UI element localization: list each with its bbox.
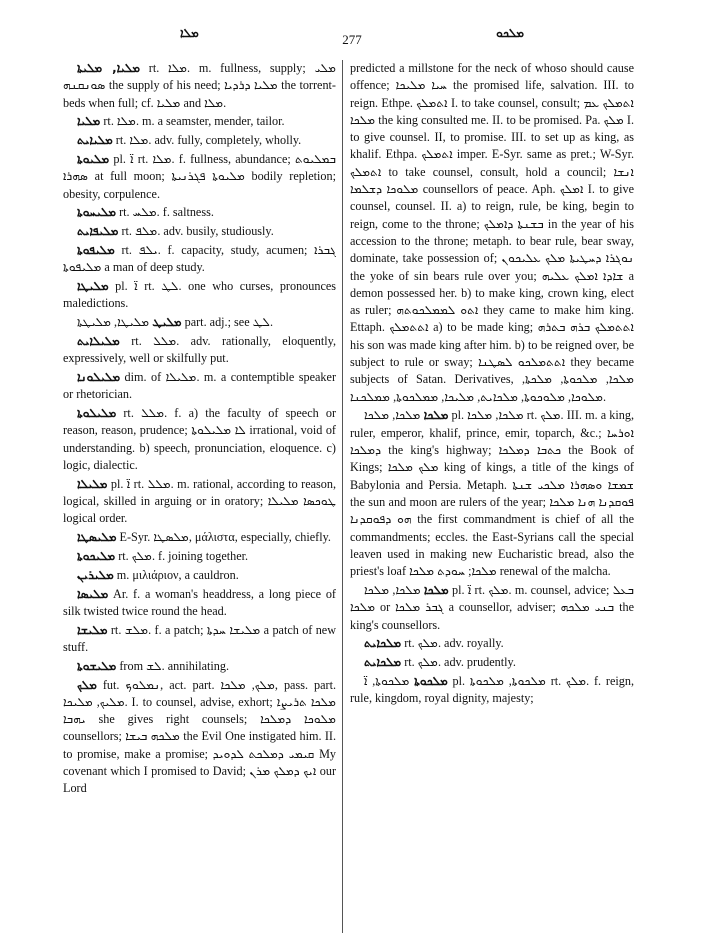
dictionary-entry — [63, 333, 336, 368]
dictionary-entry — [350, 60, 634, 406]
dictionary-entry — [63, 622, 336, 657]
entry-definition: dim. of ܡܠܝܠܐ. m. a contemptible speaker or rhetorician. — [63, 370, 336, 402]
dictionary-entry — [63, 113, 336, 130]
dictionary-entry — [63, 586, 336, 621]
entry-headword: ܡܠܝܛܐ — [77, 279, 109, 294]
entry-definition: rt. ܡܠܐ. m. fullness, supply; ܡܠܝ ܣܘܢܩܢܗ the supply of his need; ܡܠܝܐ ܕܪܕܝܐ the torrent-beds when full; cf. ܡܠܝܐ and ܡܠܐ. — [63, 61, 336, 110]
entry-headword: ܡܠܝܐ, ܡܠܝܬܐ — [77, 61, 140, 75]
dictionary-entry — [63, 314, 336, 331]
entry-definition: rt. ܡܠܟ. adv. prudently. — [404, 655, 516, 670]
entry-headword: ܡܠܝܣܐ — [77, 586, 109, 601]
dictionary-entry — [63, 369, 336, 404]
entry-definition: rt. ܡܠܐ. m. a seamster, mender, tailor. — [103, 114, 285, 129]
right-column — [350, 60, 634, 933]
page-number: 277 — [342, 32, 362, 47]
entry-headword: ܡܠܝܟܘܬܐ — [77, 549, 116, 564]
page-header — [62, 24, 642, 54]
entry-definition: rt. ܡܠܟ. f. joining together. — [118, 549, 249, 564]
entry-headword: ܡܠܟܐ — [423, 582, 449, 597]
entry-definition: Ar. f. a woman's headdress, a long piece of silk twisted twice round the head. — [63, 586, 336, 618]
entry-headword: ܡܠܝܛ — [152, 315, 182, 330]
dictionary-entry — [350, 582, 634, 634]
dictionary-entry — [350, 407, 634, 580]
dictionary-entry — [63, 529, 336, 546]
entry-definition: pl. ܐ̈ rt. ܡܠܠ. m. rational, according to reason, logical, skilled in arguing or in oratory; ܛܘܟܣܐ ܡܠܝܠܐ logical order. — [63, 476, 336, 526]
entry-headword: ܡܠܝܦܘܬܐ — [77, 242, 115, 257]
entry-headword: ܡܠܟܐܝܬ — [364, 636, 402, 651]
column-divider — [342, 60, 343, 933]
entry-definition: ܡܠܟܐ, ܡܠܟܐ pl. ܐ̈ rt. ܡܠܟ. m. counsel, advice; ܒܥܠ ܡܠܟܐ or ܓܒܪ ܡܠܟܐ a counsellor, adviser; ܒܢܝ ܡܠܟܗ the king's counsellors. — [350, 582, 634, 632]
dictionary-entry — [63, 204, 336, 221]
entry-definition: ܡܠܟܘܬܐ, ܐ̈ pl. ܡܠܟܘܬܐ, ܡܠܟܘܬܐ rt. ܡܠܟ. f. reign, rule, kingdom, royal dignity, majesty; — [350, 673, 634, 706]
entry-headword: ܡܠܝܦܐܝܬ — [77, 224, 119, 239]
entry-headword: ܡܠܝܘܬܐ — [77, 151, 110, 166]
dictionary-entry — [63, 278, 336, 313]
entry-definition: rt. ܡܠܐ. adv. fully, completely, wholly. — [115, 133, 302, 148]
entry-headword: ܡܠܝܠܐܝܬ — [77, 333, 120, 348]
entry-headword: ܡܠܟܐܝܬ — [364, 655, 402, 670]
entry-definition: rt. ܡܠܚ. f. saltness. — [119, 205, 214, 220]
dictionary-entry — [63, 151, 336, 203]
dictionary-entry — [63, 405, 336, 474]
dictionary-entry — [350, 673, 634, 708]
dictionary-entry — [63, 223, 336, 240]
entry-definition: fut. ܢܡܠܘܟ, act. part. ܡܠܟ, ܡܠܟܐ, pass. part. ܡܠܝܟ, ܡܠܝܟܐ. I. to counsel, advise, exhort; ܡܠܟܐ ܬܪܝܨܐ ܝܗܒܐ she gives right counsels; ܡܠܘܟܐ ܕܡܠܟܐ counsellors; ܡܠܟܗ ܒܝܫܐ the Evil One instigated him. II. to promise, make a promise; ܩܝܡܝ ܕܡܠܟܬ ܠܕܘܝܕ My covenant which I promised to David; ܐܝܟ ܕܡܠܟ ܡܪܢ our Lord — [63, 677, 336, 796]
dictionary-entry — [350, 635, 634, 652]
entry-headword: ܡܠܝܣܛܐ — [77, 530, 117, 545]
entry-headword: ܡܠܝܚܘܬܐ — [77, 205, 117, 220]
dictionary-entry — [63, 548, 336, 565]
entry-headword: ܡܠܝܫܘܬܐ — [77, 658, 117, 673]
entry-headword: ܡܠܝܐܝܬ — [77, 133, 113, 148]
entry-headword: ܡܠܟܘܬܐ — [414, 673, 448, 688]
entry-definition: ܡܠܝܛܐ, ܡܠܝܛܬܐ part. adj.; see ܠܛ. — [77, 315, 273, 330]
dictionary-entry — [63, 242, 336, 277]
running-headword-left: ܡܠܐ — [180, 26, 199, 40]
dictionary-entry — [63, 567, 336, 584]
entry-definition: rt. ܝܠܦ. f. capacity, study, acumen; ܓܒܪܐ ܡܠܝܦܘܬܐ a man of deep study. — [63, 242, 336, 275]
entry-headword: ܡܠܝܐ — [77, 114, 101, 129]
left-column — [63, 60, 336, 933]
entry-headword: ܡܠܝܪܝܢ — [77, 567, 114, 582]
entry-definition: rt. ܡܠܦ. adv. busily, studiously. — [121, 224, 274, 239]
entry-definition: rt. ܡܠܫ. f. a patch; ܡܠܝܫܐ ܚܕܬܐ a patch of new stuff. — [63, 622, 336, 654]
entry-headword: ܡܠܝܫܐ — [77, 622, 108, 637]
entry-headword: ܡܠܝܠܐ — [77, 476, 108, 491]
entry-headword: ܡܠܝܠܘܬܐ — [77, 406, 117, 421]
entry-definition: E-Syr. ܡܠܣܛܐ, μάλιστα, especially, chiefly. — [119, 530, 331, 545]
dictionary-entry — [63, 132, 336, 149]
entry-definition: rt. ܡܠܠ. adv. rationally, eloquently, expressively, well or skilfully put. — [63, 333, 336, 366]
entry-definition: pl. ܐ̈ rt. ܡܠܐ. f. fullness, abundance; ܒܡܠܝܘܬ ܣܗܪܐ at full moon; ܡܠܝܘܬܐ ܦܓܪܢܝܬܐ bodily repletion; obesity, corpulence. — [63, 151, 336, 201]
dictionary-entry — [63, 60, 336, 112]
dictionary-entry — [63, 677, 336, 798]
entry-definition: m. μιλιάριον, a cauldron. — [116, 567, 239, 582]
dictionary-entry — [63, 658, 336, 675]
entry-definition: from ܠܫ. annihilating. — [119, 658, 230, 673]
running-headword-right: ܡܠܟܘ — [496, 26, 524, 40]
entry-definition: pl. ܐ̈ rt. ܠܛ. one who curses, pronounces maledictions. — [63, 279, 336, 311]
entry-headword: ܡܠܟ — [77, 677, 97, 692]
entry-definition: ܡܠܟܐ, ܡܠܟܐ pl. ܡܠܟܐ, ܡܠܟܐ rt. ܡܠܟ. III. m. a king, ruler, emperor, khalif, prince, emir, toparch, &c.; ܐܘܪܚܐ ܕܡܠܟܐ the king's highway; ܟܬܒܐ ܕܡܠܟܐ the Book of Kings; ܡܠܟ ܡܠܟܐ king of kings, a title of the kings of Babylonia and Persia. Metaph. ܫܡܫܐ ܘܣܗܪܐ ܡܠܟܝ ܫܢܬܐ the sun and moon are rulers of the year; ܦܘܩܕܢܐ ܗܢܐ ܡܠܟܐ ܗܘ ܕܦܘܩܕܢܐ the first commandment is chief of all the commandments; eccles. the East-Syrians call the special leaven used in making new Eucharistic bread, also the priest's loaf ܡܠܟܐ; ܚܘܕܬ ܡܠܟܐ renewal of the malcha. — [350, 408, 634, 579]
dictionary-entry — [63, 476, 336, 528]
entry-definition: rt. ܡܠܠ. f. a) the faculty of speech or reason, reason, prudence; ܠܐ ܡܠܝܠܘܬܐ irrational, void of understanding. b) speech, pronunciation, eloquence. c) logic, dialectic. — [63, 406, 336, 473]
entry-headword: ܡܠܝܠܘܢܐ — [77, 370, 121, 385]
entry-definition: rt. ܡܠܟ. adv. royally. — [404, 636, 504, 651]
dictionary-entry — [350, 654, 634, 671]
entry-definition: predicted a millstone for the neck of whoso should cause offence; ܚܝܐ ܡܠܝܟܐ the promised life, salvation. III. to reign. Ethpe. ܐܬܡܠܟ I. to take counsel, consult; ܐܬܡܠܟ ܥܡ ܡܠܟܐ the king consulted me. II. to be promised. Pa. ܡܠܟ I. to give counsel. II, to promise. III. to set up as king, as khalif. Ethpa. ܐܬܡܠܟ imper. E-Syr. same as pret.; W-Syr. ܐܬܡܠܟ to take counsel, consult, hold a council; ܐܢܫܐ ܡܠܘܟܐ ܕܫܠܡܐ counsellors of peace. Aph. ܐܡܠܟ I. to give counsel, counsel. II. a) to reign, rule, be king, begin to reign, come to the throne; ܒܫܢܬܐ ܕܐܡܠܟ in the year of his accession to the throne; metaph. to bear rule, bear sway, dominate, take possession of; ܢܘܓܪܐ ܕܚܛܝܬܐ ܡܠܟ ܥܠܝܟܘܢ the yoke of sin bears rule over you; ܫܐܕܐ ܐܡܠܟ ܥܠܝܗ a demon possessed her. b) to make king, crown king, elect as ruler; ܐܬܘ ܠܡܡܠܟܘܬܗ they came to make him king. Ettaph. ܐܬܬܡܠܟ a) to be made king; ܐܬܬܡܠܟ ܒܪܗ ܒܬܪܗ his son was made king after him. b) to be reigned over, be subject to rule or sway; ܐܬܬܡܠܟܘ ܠܣܛܢܐ they became subjects of Satan. Derivatives, ܡܠܟܐ, ܡܠܟܘܬܐ, ܡܠܟܬܐ, ܡܠܘܟܐ, ܡܠܘܟܘܬܐ, ܡܠܟܐܝܬ, ܡܠܝܟܐ, ܡܡܠܟܘܬܐ, ܡܡܠܟܢܐ. — [350, 61, 634, 404]
entry-headword: ܡܠܟܐ — [423, 408, 449, 423]
